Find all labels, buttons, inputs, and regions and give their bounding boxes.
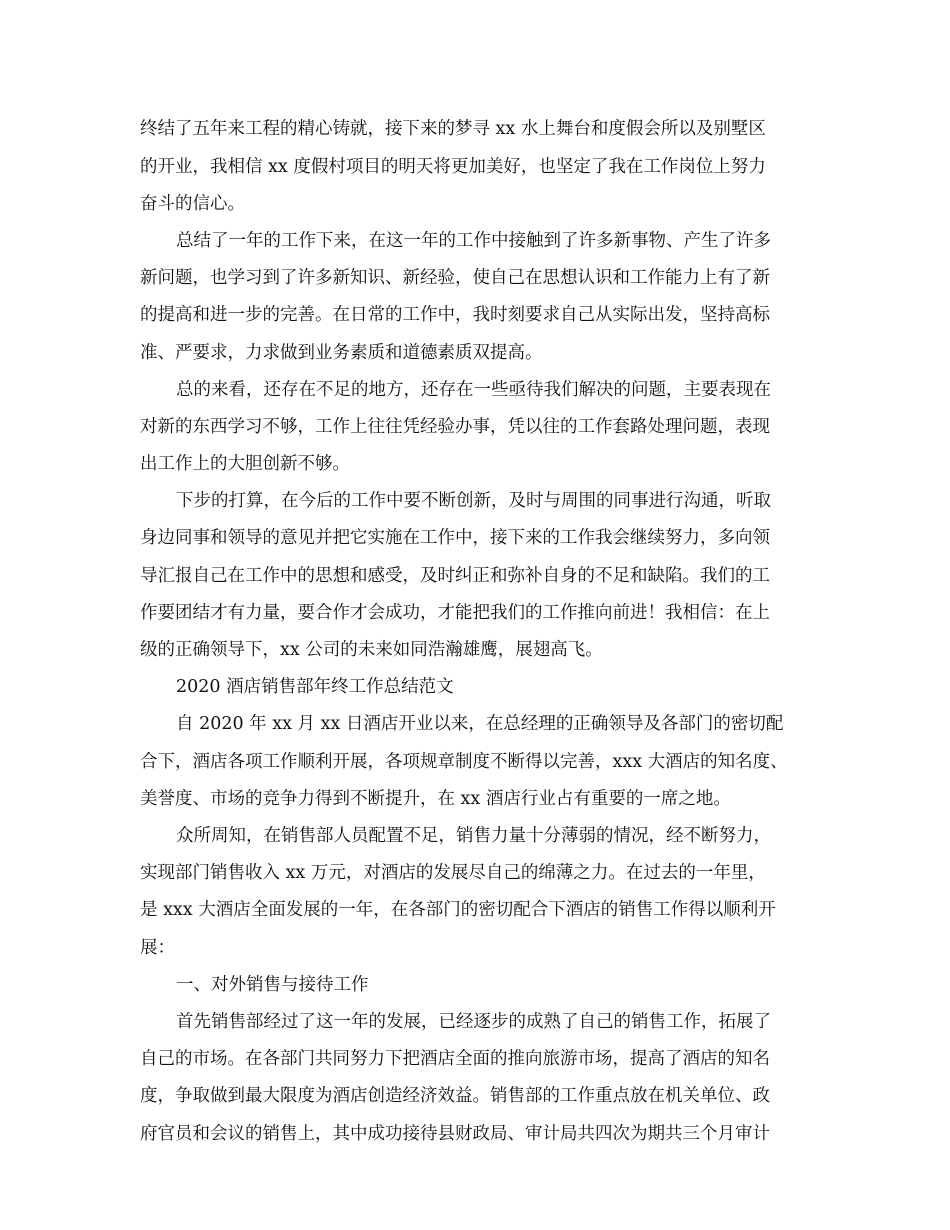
body-line: 展： [140,938,175,958]
body-line: 对新的东西学习不够，工作上往往凭经验办事，凭以往的工作套路处理问题，表现 [140,417,770,437]
paragraph-first-line: 总结了一年的工作下来，在这一年的工作中接触到了许多新事物、产生了许多 [176,231,771,251]
body-line: 的开业，我相信 xx 度假村项目的明天将更加美好，也坚定了我在工作岗位上努力 [140,157,766,177]
paragraph-first-line: 下步的打算，在今后的工作中要不断创新，及时与周围的同事进行沟通，听取 [176,491,771,511]
body-line: 实现部门销售收入 xx 万元，对酒店的发展尽自己的绵薄之力。在过去的一年里， [140,863,766,883]
body-line: 度，争取做到最大限度为酒店创造经济效益。销售部的工作重点放在机关单位、政 [140,1086,770,1106]
subsection-heading: 一、对外销售与接待工作 [176,975,369,995]
paragraph-first-line: 众所周知，在销售部人员配置不足，销售力量十分薄弱的情况，经不断努力， [176,826,771,846]
body-line: 出工作上的大胆创新不够。 [140,454,350,474]
paragraph-first-line: 自 2020 年 xx 月 xx 日酒店开业以来，在总经理的正确领导及各部门的密切配 [176,714,784,734]
body-line: 导汇报自己在工作中的思想和感受，及时纠正和弥补自身的不足和缺陷。我们的工 [140,566,770,586]
body-line: 终结了五年来工程的精心铸就，接下来的梦寻 xx 水上舞台和度假会所以及别墅区 [140,119,766,139]
body-line: 合下，酒店各项工作顺利开展，各项规章制度不断得以完善，xxx 大酒店的知名度、 [140,752,788,772]
body-line: 府官员和会议的销售上，其中成功接待县财政局、审计局共四次为期共三个月审计 [140,1124,770,1144]
body-line: 新问题，也学习到了许多新知识、新经验，使自己在思想认识和工作能力上有了新 [140,268,770,288]
body-line: 准、严要求，力求做到业务素质和道德素质双提高。 [140,343,543,363]
body-line: 作要团结才有力量，要合作才会成功，才能把我们的工作推向前进！我相信：在上 [140,603,770,623]
body-line: 美誉度、市场的竞争力得到不断提升，在 xx 酒店行业占有重要的一席之地。 [140,789,731,809]
body-line: 自己的市场。在各部门共同努力下把酒店全面的推向旅游市场，提高了酒店的知名 [140,1049,770,1069]
body-line: 级的正确领导下，xx 公司的未来如同浩瀚雄鹰，展翅高飞。 [140,640,603,660]
body-line: 是 xxx 大酒店全面发展的一年，在各部门的密切配合下酒店的销售工作得以顺利开 [140,900,776,920]
body-line: 的提高和进一步的完善。在日常的工作中，我时刻要求自己从实际出发，坚持高标 [140,305,770,325]
paragraph-first-line: 首先销售部经过了这一年的发展，已经逐步的成熟了自己的销售工作，拓展了 [176,1012,771,1032]
body-line: 奋斗的信心。 [140,194,245,214]
section-title: 2020 酒店销售部年终工作总结范文 [176,677,454,697]
body-line: 身边同事和领导的意见并把它实施在工作中，接下来的工作我会继续努力，多向领 [140,528,770,548]
paragraph-first-line: 总的来看，还存在不足的地方，还存在一些亟待我们解决的问题，主要表现在 [176,380,771,400]
